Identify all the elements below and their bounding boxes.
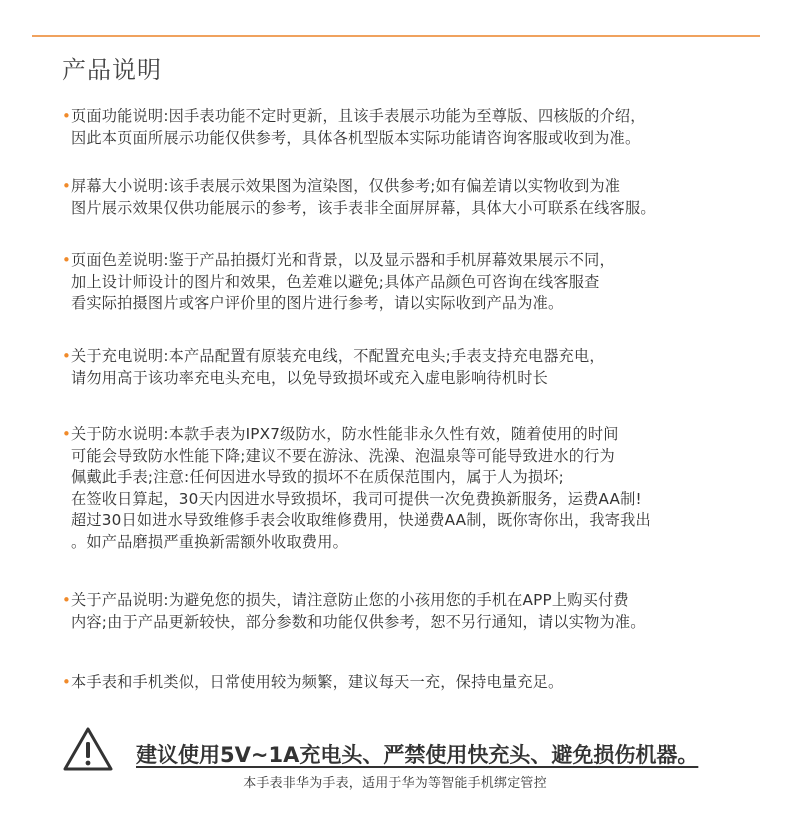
section-line: 在签收日算起，30天内因进水导致损坏，我司可提供一次免费换新服务，运费AA制! [71,489,642,508]
section-line: 。如产品磨损严重换新需额外收取费用。 [71,532,348,551]
section-line: 图片展示效果仅供功能展示的参考，该手表非全面屏屏幕，具体大小可联系在线客服。 [71,198,656,217]
bullet-dot: • [62,107,72,125]
section-screen-size [62,176,656,219]
section-color-difference [62,250,615,315]
header-divider [32,35,760,37]
bullet-dot: • [62,591,72,609]
section-line: 页面色差说明:鉴于产品拍摄灯光和背景，以及显示器和手机屏幕效果展示不同， [71,251,615,269]
section-line: 关于防水说明:本款手表为IPX7级防水，防水性能非永久性有效，随着使用的时间 [71,425,619,443]
section-page-function [62,106,646,149]
section-line: 超过30日如进水导致维修手表会收取维修费用，快递费AA制，既你寄你出，我寄我出 [71,511,651,529]
section-line: 因此本页面所展示功能仅供参考，具体各机型版本实际功能请咨询客服或收到为准。 [71,128,641,147]
section-usage [62,672,563,694]
section-line: 关于充电说明:本产品配置有原装充电线，不配置充电头;手表支持充电器充电， [71,347,605,365]
section-line: 关于产品说明:为避免您的损失，请注意防止您的小孩用您的手机在APP上购买付费 [71,591,629,609]
bullet-dot: • [62,673,72,691]
section-line: 佩戴此手表;注意:任何因进水导致的损坏不在质保范围内，属于人为损坏; [71,468,564,486]
page-title: 产品说明 [62,56,162,84]
compatibility-note: 本手表非华为手表，适用于华为等智能手机绑定管控 [243,776,547,791]
section-line: 页面功能说明:因手表功能不定时更新，且该手表展示功能为至尊版、四核版的介绍， [71,107,646,125]
section-charging [62,346,605,389]
section-line: 内容;由于产品更新较快，部分参数和功能仅供参考，恕不另行通知，请以实物为准。 [71,612,646,631]
section-line: 看实际拍摄图片或客户评价里的图片进行参考，请以实际收到产品为准。 [71,294,564,312]
warning-triangle-icon [62,726,114,772]
section-product [62,590,646,633]
bullet-dot: • [62,425,72,443]
section-line: 可能会导致防水性能下降;建议不要在游泳、洗澡、泡温泉等可能导致进水的行为 [71,446,615,465]
section-line: 请勿用高于该功率充电头充电，以免导致损坏或充入虚电影响待机时长 [71,368,549,387]
section-waterproof [62,424,651,553]
bullet-dot: • [62,251,72,269]
bullet-dot: • [62,177,72,195]
section-line: 加上设计师设计的图片和效果，色差难以避免;具体产品颜色可咨询在线客服查 [71,272,600,291]
warning-text: 建议使用5V~1A充电头、严禁使用快充头、避免损伤机器。 [136,743,699,767]
bullet-dot: • [62,347,72,365]
section-line: 本手表和手机类似，日常使用较为频繁，建议每天一充，保持电量充足。 [71,673,564,691]
section-line: 屏幕大小说明:该手表展示效果图为渲染图，仅供参考;如有偏差请以实物收到为准 [71,177,621,195]
